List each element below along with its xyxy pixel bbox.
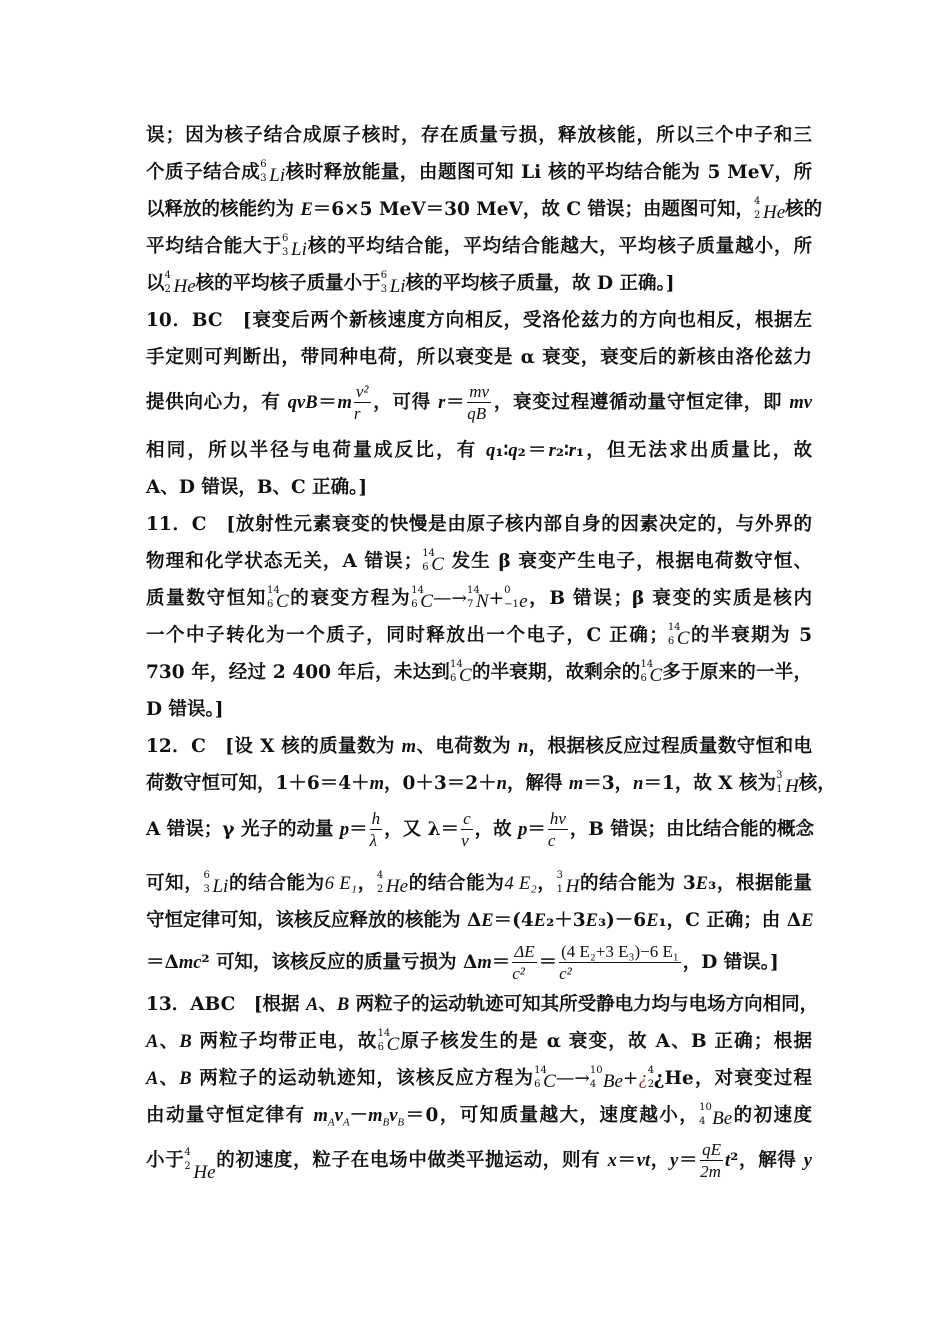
nuclide-h3: 3 1 H bbox=[556, 870, 580, 897]
nuclide-h3: 3 1 H bbox=[776, 770, 799, 797]
p12-line-3: A 错误；γ 光子的动量 p＝ $\frac{h}{\lambda}$ ，又 λ＝ $\frac{c}{v}$ ，故 p＝ $\frac{h\nu}{c}$ ，B 错误；由比结合能的概念 bbox=[146, 808, 814, 850]
nuclide-he4: 4 2 He bbox=[184, 1147, 216, 1183]
p12-line-4: 可知， 6 3 Li的结合能为6 E₁， 4 2 He的结合能为4 E₂， 3 1 H的结合能为 3E₃，根据能量 bbox=[146, 870, 812, 897]
p13-line-3: A、B 两粒子的运动轨迹知，该核反应方程为 14 6 C—→ 10 4 Be+¿ 4 2 ¿He，对衰变过程 bbox=[146, 1065, 812, 1092]
reaction-arrow: —→ bbox=[555, 1068, 590, 1089]
fraction-h-over-lambda: $\frac{h}{\lambda}$ bbox=[369, 808, 381, 850]
fraction-binding-energy-over-c2: $\frac{\text{(4 E₂+3 E₃)−6 E₁}}{\text{c²}}$ bbox=[559, 941, 679, 983]
nuclide-he4: 4 2 He bbox=[376, 870, 409, 897]
p12-line-5: 守恒定律可知，该核反应释放的核能为 ΔE＝(4E₂＋3E₃)－6E₁，C 正确；由 ΔE bbox=[146, 910, 814, 931]
fraction-v2-over-r: $\frac{\text{v²}}{r}$ bbox=[353, 381, 369, 423]
p13-line-2: A、B 两粒子均带正电，故 14 6 C原子核发生的是 α 衰变，故 A、B 正确；根据 bbox=[146, 1028, 812, 1055]
nuclide-c14: 14 6 C bbox=[667, 622, 690, 649]
nuclide-n14: 14 7 N bbox=[466, 585, 489, 612]
p10-line-1: 10．BC [衰变后两个新核速度方向相反，受洛伦兹力的方向也相反，根据左 bbox=[146, 310, 812, 331]
nuclide-c14: 14 6 C bbox=[411, 585, 433, 612]
fraction-hv-over-c: $\frac{h\nu}{c}$ bbox=[547, 808, 566, 850]
p9-line-5: 以 4 2 He核的平均核子质量小于 6 3 Li核的平均核子质量，故 D 正确。] bbox=[146, 270, 675, 297]
nuclide-c14: 14 6 C bbox=[377, 1028, 400, 1055]
p12-line-6: ＝Δmc² 可知，该核反应的质量亏损为 Δm＝ $\frac{\Delta E}{\text{c²}}$ ＝ $\frac{\text{(4 E₂+3 E₃)−6 E₁}}{\text{c²}}$ ，D 错误。] bbox=[146, 941, 779, 983]
fraction-deltae-over-c2: $\frac{\Delta E}{\text{c²}}$ bbox=[512, 941, 535, 983]
p10-line-4: 相同，所以半径与电荷量成反比，有 q₁∶q₂＝r₂∶r₁，但无法求出质量比，故 bbox=[146, 440, 812, 461]
p11-line-3: 质量数守恒知 14 6 C的衰变方程为 14 6 C—→ 14 7 N+ 0 −1 e，B 错误；β 衰变的实质是核内 bbox=[146, 585, 812, 612]
nuclide-electron: 0 −1 e bbox=[504, 585, 528, 612]
nuclide-c14: 14 6 C bbox=[422, 548, 444, 575]
p12-line-2: 荷数守恒可知，1＋6＝4＋m，0＋3＝2＋n，解得 m＝3，n＝1，故 X 核为 3 1 H核， bbox=[146, 770, 836, 797]
fraction-qe-over-2m: $\frac{qE}{2m}$ bbox=[700, 1139, 722, 1181]
p12-line-1: 12．C [设 X 核的质量数为 m、电荷数为 n，根据核反应过程质量数守恒和电 bbox=[146, 736, 812, 757]
nuclide-c14: 14 6 C bbox=[640, 659, 663, 686]
fraction-c-over-v: $\frac{c}{v}$ bbox=[461, 808, 471, 850]
p11-line-2: 物理和化学状态无关，A 错误； 14 6 C 发生 β 衰变产生电子，根据电荷数守恒、 bbox=[146, 548, 813, 575]
p11-line-4: 一个中子转化为一个质子，同时释放出一个电子，C 正确； 14 6 C的半衰期为 5 bbox=[146, 622, 812, 649]
p13-line-4: 由动量守恒定律有 $m_Av_A-m_Bv_B=0$，可知质量越大，速度越小， 10 4 Be的初速度 bbox=[146, 1102, 812, 1129]
nuclide-li6: 6 3 Li bbox=[282, 233, 307, 260]
nuclide-be10: 10 4 Be bbox=[589, 1065, 623, 1092]
nuclide-he4-garbled: 4 2 bbox=[647, 1065, 655, 1090]
p9-line-4: 平均结合能大于 6 3 Li核的平均结合能，平均结合能越大，平均核子质量越小，所 bbox=[146, 233, 812, 260]
fraction-mv-over-qb: $\frac{mv}{qB}$ bbox=[467, 381, 490, 423]
p11-line-5: 730 年，经过 2 400 年后，未达到 14 6 C的半衰期，故剩余的 14 6 C多于原来的一半， bbox=[146, 659, 812, 686]
p13-line-5: 小于 4 2 He的初速度，粒子在电场中做类平抛运动，则有 x＝vt，y＝ $\frac{qE}{2m}$ t²，解得 y bbox=[146, 1139, 812, 1183]
nuclide-li6: 6 3 Li bbox=[203, 870, 229, 897]
nuclide-be10: 10 4 Be bbox=[699, 1102, 733, 1129]
p13-line-1: 13．ABC [根据 A、B 两粒子的运动轨迹可知其所受静电力均与电场方向相同， bbox=[146, 994, 819, 1015]
nuclide-c14: 14 6 C bbox=[266, 585, 289, 612]
p9-line-2: 个质子结合成 6 3 Li核时释放能量，由题图可知 Li 核的平均结合能为 5 MeV，所 bbox=[146, 159, 812, 186]
nuclide-c14: 14 6 C bbox=[534, 1065, 556, 1092]
p10-line-2: 手定则可判断出，带同种电荷，所以衰变是 α 衰变，衰变后的新核由洛伦兹力 bbox=[146, 347, 812, 368]
p10-line-3: 提供向心力，有 qvB＝m $\frac{\text{v²}}{r}$ ，可得 r＝ $\frac{mv}{qB}$ ，衰变过程遵循动量守恒定律，即 mv bbox=[146, 381, 812, 423]
p11-line-1: 11．C [放射性元素衰变的快慢是由原子核内部自身的因素决定的，与外界的 bbox=[146, 514, 812, 535]
nuclide-he4: 4 2 He bbox=[753, 196, 786, 223]
nuclide-li6: 6 3 Li bbox=[380, 270, 406, 297]
nuclide-li6: 6 3 Li bbox=[260, 159, 286, 186]
nuclide-he4: 4 2 He bbox=[164, 270, 196, 297]
nuclide-c14: 14 6 C bbox=[450, 659, 472, 686]
p11-line-6: D 错误。] bbox=[146, 699, 224, 720]
reaction-arrow: —→ bbox=[432, 588, 467, 609]
p9-line-1: 误；因为核子结合成原子核时，存在质量亏损，释放核能，所以三个中子和三 bbox=[146, 125, 812, 146]
p10-line-5: A、D 错误，B、C 正确。] bbox=[146, 477, 368, 498]
p9-line-3: 以释放的核能约为 E＝6×5 MeV＝30 MeV，故 C 错误；由题图可知， 4 2 He核的 bbox=[146, 196, 823, 223]
